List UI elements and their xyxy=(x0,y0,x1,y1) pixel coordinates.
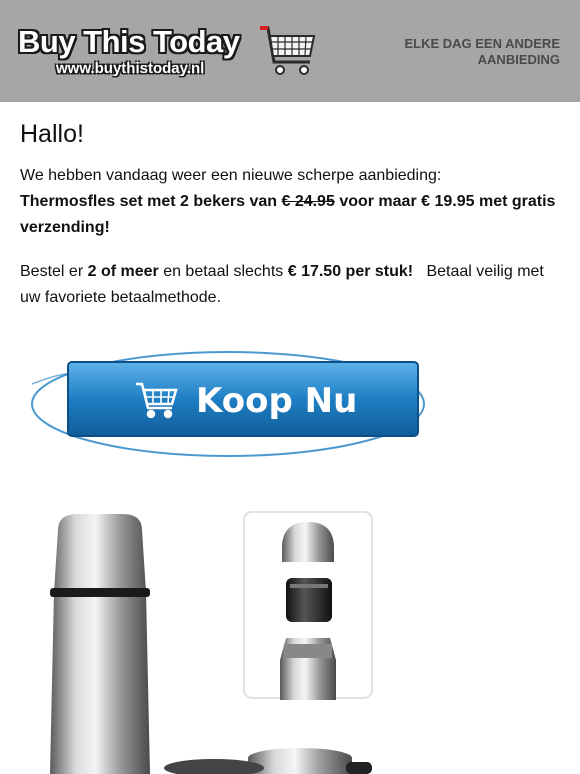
offer-text xyxy=(20,193,555,236)
bulk-suffix: Betaal veilig met uw favoriete betaalmethode. xyxy=(20,263,544,306)
bulk-price: € 17.50 per stuk! xyxy=(287,263,414,280)
offer-product: Thermosfles set met 2 bekers van xyxy=(20,193,278,210)
shopping-cart-icon xyxy=(258,24,316,78)
logo-url: www.buythistoday.nl xyxy=(56,60,205,77)
offer-end: met gratis verzending! xyxy=(20,193,556,236)
bulk-qty: 2 of meer xyxy=(87,263,159,280)
bulk-prefix: Bestel er xyxy=(20,263,84,280)
mugs-image xyxy=(164,748,372,774)
koop-nu-label: Koop Nu xyxy=(196,381,358,421)
tagline xyxy=(404,36,560,68)
thermos-parts-image xyxy=(244,512,372,700)
bulk-mid: en betaal slechts xyxy=(163,263,284,280)
email-body xyxy=(0,120,580,311)
bulk-offer-text xyxy=(20,259,560,311)
koop-nu-button[interactable] xyxy=(28,338,428,466)
email-header xyxy=(0,0,580,102)
tagline-line-2: AANBIEDING xyxy=(477,52,560,67)
greeting: Hallo! xyxy=(20,120,84,148)
thermos-flask-image xyxy=(50,514,150,774)
new-price: € 19.95 xyxy=(421,193,475,210)
intro-line: We hebben vandaag weer een nieuwe scherpe aanbieding: xyxy=(20,167,442,184)
product-images xyxy=(0,500,580,774)
logo[interactable] xyxy=(18,24,318,84)
logo-title: Buy This Today xyxy=(18,24,240,59)
tagline-line-1: ELKE DAG EEN ANDERE xyxy=(404,36,560,51)
old-price: € 24.95 xyxy=(281,193,335,210)
intro-text xyxy=(20,163,560,241)
offer-mid: voor maar xyxy=(339,193,417,210)
